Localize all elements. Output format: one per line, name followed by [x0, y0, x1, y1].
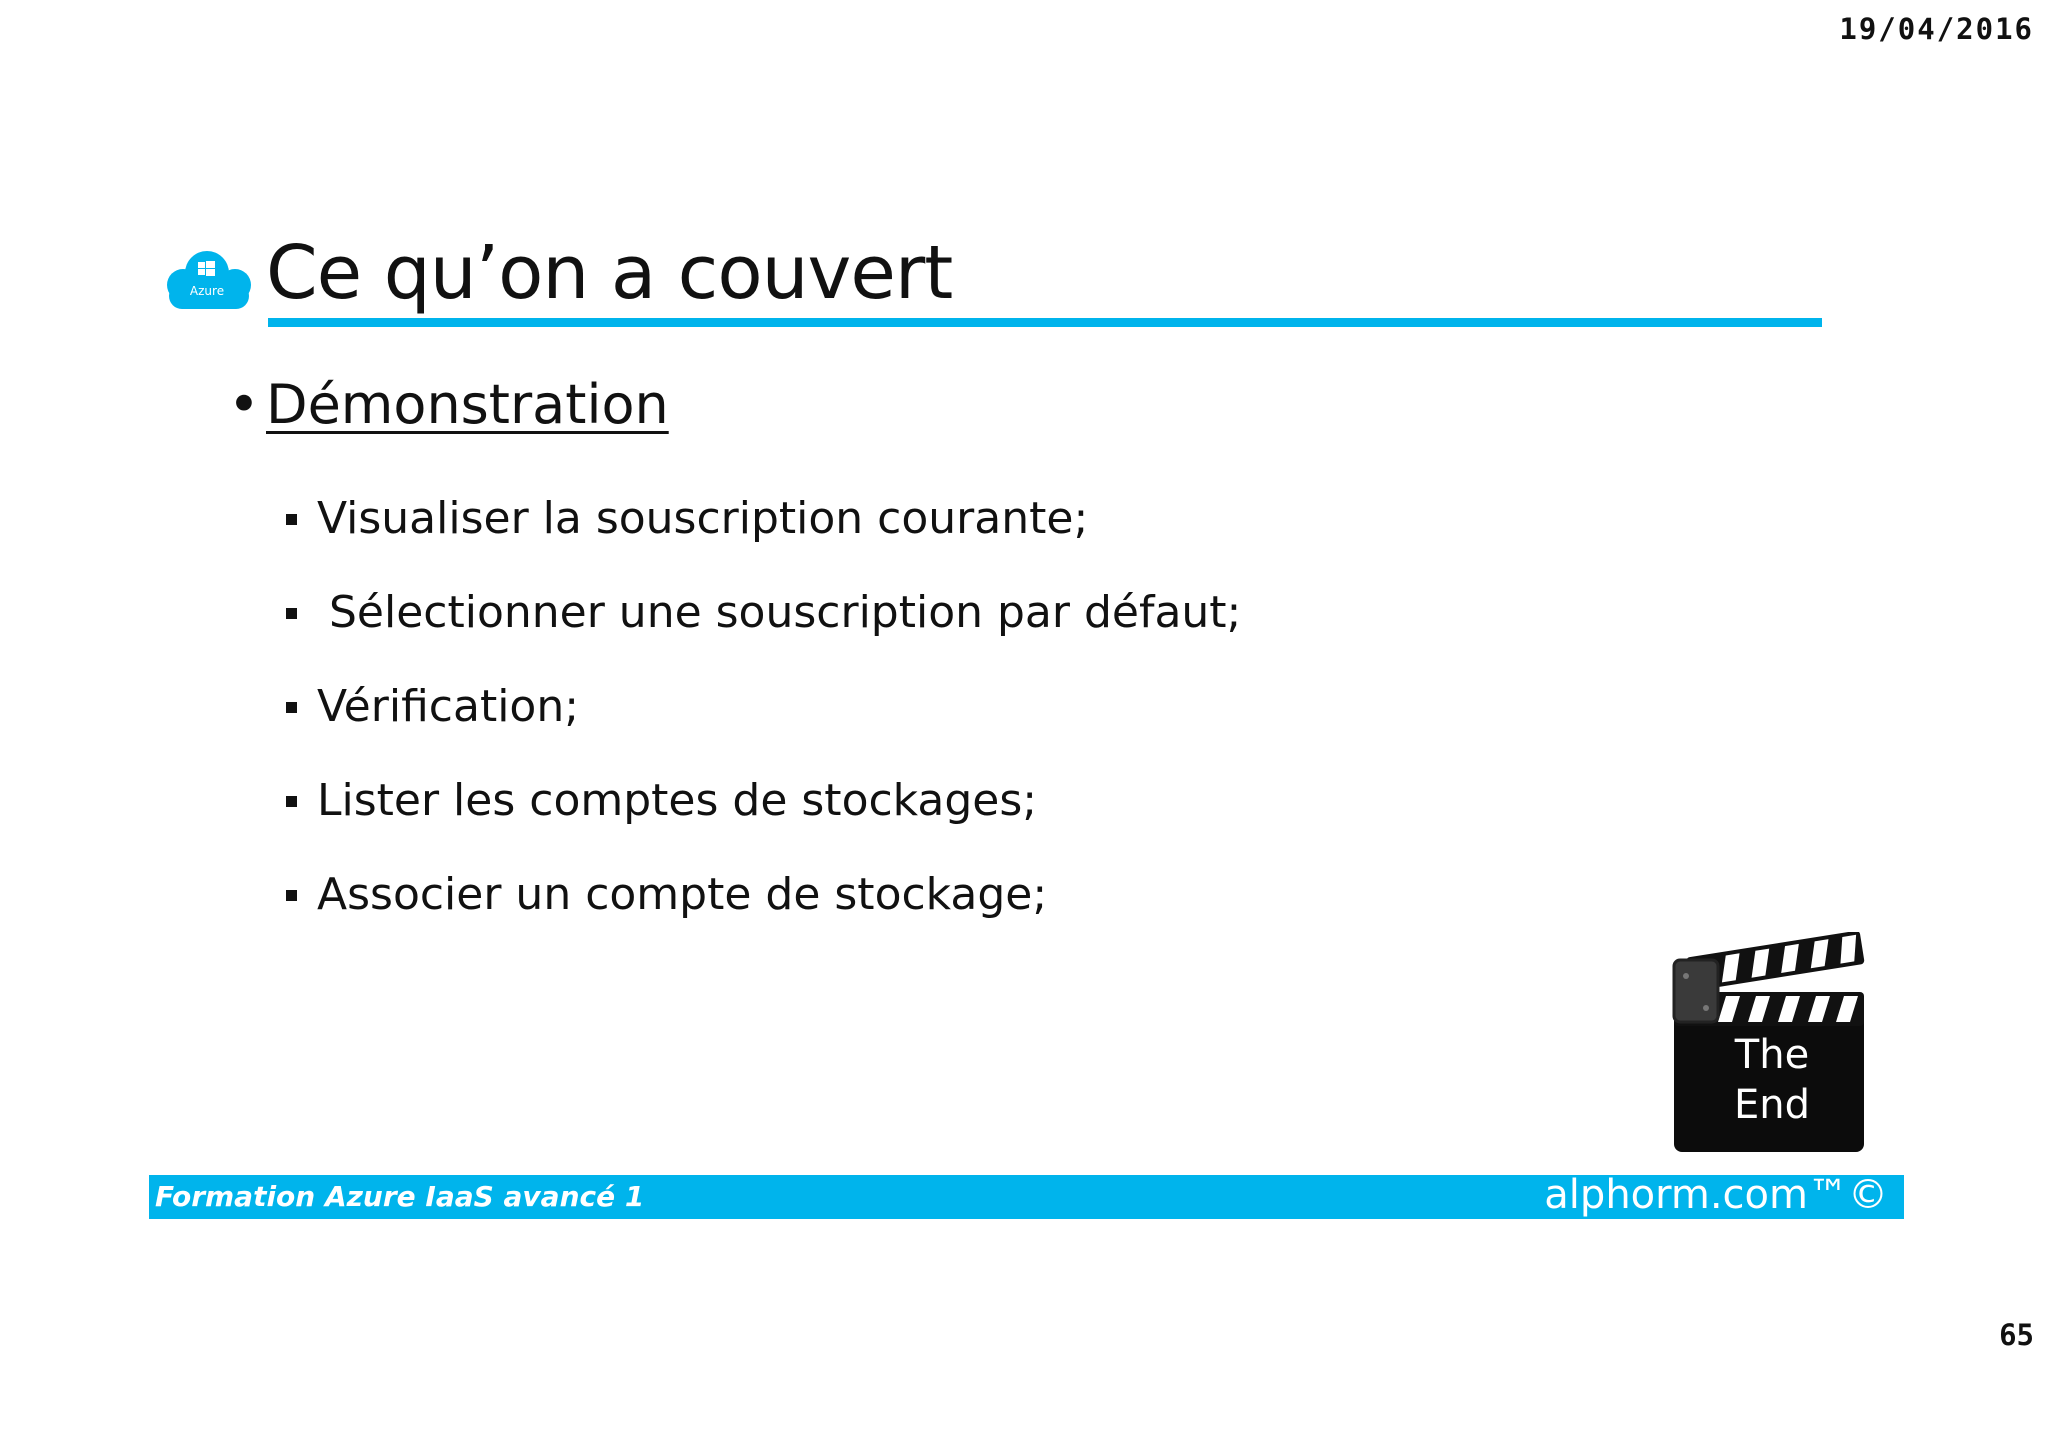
list-item: [286, 472, 1241, 566]
square-bullet-icon: [286, 514, 297, 525]
list-item: [286, 566, 1241, 660]
footer-brand: alphorm.com™©: [1544, 1172, 1888, 1218]
azure-cloud-logo: [155, 247, 259, 311]
footer-bar: [149, 1172, 1904, 1219]
sub-bullet-list: [286, 472, 1241, 942]
azure-logo-label: Azure: [189, 284, 225, 298]
list-item-text: Lister les comptes de stockages;: [317, 775, 1038, 826]
list-item-text: Sélectionner une souscription par défaut;: [329, 587, 1242, 638]
list-item-text: Associer un compte de stockage;: [317, 869, 1048, 920]
slide-date: 19/04/2016: [1839, 12, 2034, 46]
slide-title: Ce qu’on a couvert: [266, 230, 953, 316]
page-number: 65: [1999, 1318, 2034, 1352]
list-item-text: Visualiser la souscription courante;: [317, 493, 1089, 544]
square-bullet-icon: [286, 796, 297, 807]
clapper-text-line1: The: [1734, 1032, 1810, 1078]
square-bullet-icon: [286, 702, 297, 713]
square-bullet-icon: [286, 890, 297, 901]
list-item: [286, 848, 1241, 942]
the-end-clapperboard-icon: [1668, 932, 1874, 1158]
footer-course-title: Formation Azure IaaS avancé 1: [155, 1180, 645, 1213]
main-bullet: [228, 370, 669, 440]
list-item: [286, 660, 1241, 754]
list-item-text: Vérification;: [317, 681, 580, 732]
main-bullet-label: Démonstration: [266, 373, 669, 436]
bullet-dot: •: [228, 373, 260, 436]
square-bullet-icon: [286, 608, 297, 619]
clapper-text-line2: End: [1733, 1082, 1811, 1128]
list-item: [286, 754, 1241, 848]
title-underline: [268, 318, 1822, 327]
